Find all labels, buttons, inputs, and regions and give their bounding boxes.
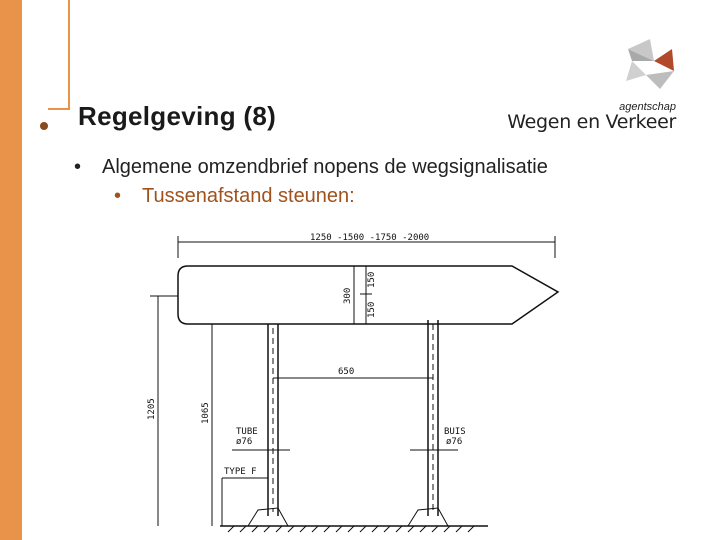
dim-lower: 150 xyxy=(367,301,377,318)
bullet-level-2 xyxy=(114,185,548,208)
dim-post-spacing: 650 xyxy=(338,367,355,377)
dim-sign-height: 300 xyxy=(343,287,353,304)
slide-title: Regelgeving (8) xyxy=(78,101,277,131)
accent-dot xyxy=(40,122,48,130)
logo-subtitle: agentschap xyxy=(619,101,676,113)
dim-total-height: 1205 xyxy=(147,398,157,420)
logo-name: Wegen en Verkeer xyxy=(507,111,676,133)
bullet-level-1 xyxy=(74,156,548,179)
accent-side-bar xyxy=(0,0,22,540)
accent-horizontal-line xyxy=(48,108,70,110)
bullet-level-1-text: Algemene omzendbrief nopens de wegsignalisatie xyxy=(102,156,548,178)
dim-upper: 150 xyxy=(367,271,377,288)
dim-post-height: 1065 xyxy=(201,402,211,424)
tube-right-label: BUIS xyxy=(444,427,466,437)
tube-left-label: TUBE xyxy=(236,427,258,437)
type-label: TYPE F xyxy=(224,467,257,477)
bullet-dot-icon: • xyxy=(114,185,122,207)
bullet-list xyxy=(74,156,548,208)
dim-top-width: 1250 -1500 -1750 -2000 xyxy=(310,233,430,243)
bullet-level-2-text: Tussenafstand steunen: xyxy=(142,185,355,207)
bullet-dot-icon: • xyxy=(74,156,82,178)
tube-right-diameter: ø76 xyxy=(446,437,463,447)
accent-vertical-line xyxy=(68,0,70,108)
sign-support-drawing xyxy=(140,228,560,540)
tube-left-diameter: ø76 xyxy=(236,437,253,447)
